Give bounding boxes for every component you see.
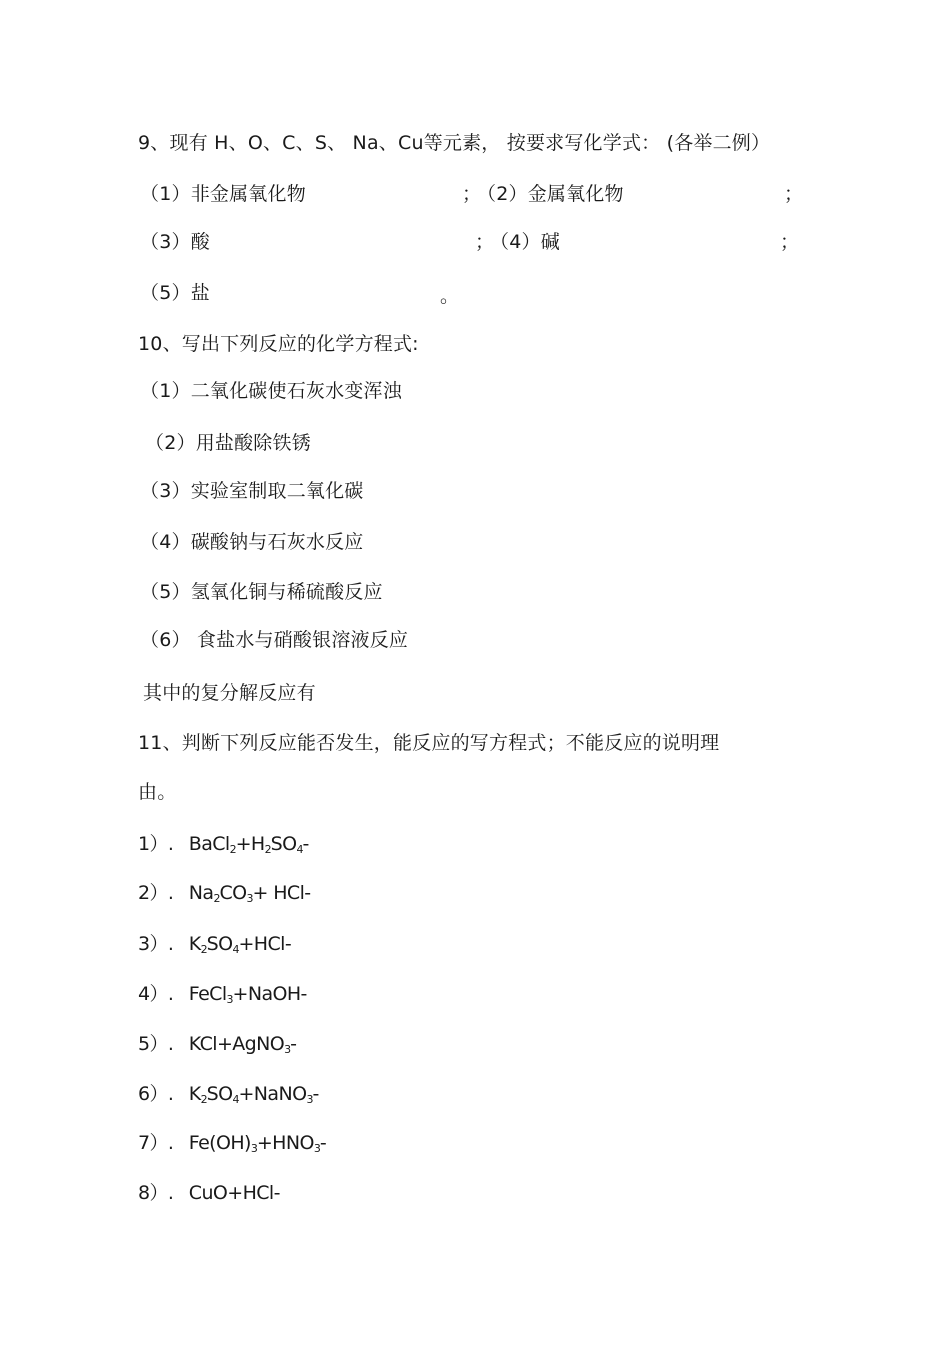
q9-item-4: （4）碱 — [490, 231, 560, 253]
formula-text: Na — [188, 882, 214, 904]
q9-end-5: 。 — [440, 285, 460, 307]
formula-subscript: 4 — [232, 943, 239, 956]
q10-item-5: （5）氢氧化铜与稀硫酸反应 — [140, 581, 383, 603]
formula-subscript: 3 — [306, 1093, 313, 1106]
formula-text: - — [290, 1033, 297, 1055]
formula-text: +HCl- — [238, 933, 292, 955]
q9-separator-1: ； — [462, 183, 482, 205]
q9-item-3: （3）酸 — [140, 231, 210, 253]
reaction-item — [138, 832, 309, 862]
q10-item-6: （6） 食盐水与硝酸银溶液反应 — [140, 629, 409, 651]
reaction-item — [138, 1032, 296, 1062]
formula-text: CO — [219, 882, 247, 904]
reaction-item — [138, 1131, 326, 1161]
reaction-item — [138, 932, 291, 962]
reaction-number: 3）. — [138, 933, 174, 955]
q11-title-line-1: 11、判断下列反应能否发生，能反应的写方程式；不能反应的说明理 — [138, 732, 720, 754]
formula-subscript: 2 — [200, 943, 207, 956]
formula-subscript: 2 — [264, 843, 271, 856]
reaction-number: 5）. — [138, 1033, 174, 1055]
formula-text: - — [302, 833, 309, 855]
formula-subscript: 2 — [200, 1093, 207, 1106]
formula-subscript: 3 — [226, 993, 233, 1006]
formula-text: CuO+HCl- — [188, 1182, 280, 1204]
formula-text: BaCl — [188, 833, 230, 855]
q10-footer: 其中的复分解反应有 — [143, 682, 316, 704]
formula-text: FeCl — [188, 983, 227, 1005]
reaction-item — [138, 1181, 280, 1205]
q11-title-line-2: 由。 — [138, 781, 177, 803]
formula-text: +HNO — [256, 1132, 314, 1154]
q10-item-1: （1）二氧化碳使石灰水变浑浊 — [140, 380, 402, 402]
reaction-number: 1）. — [138, 833, 174, 855]
formula-text: +NaNO — [238, 1083, 307, 1105]
q10-item-2: （2）用盐酸除铁锈 — [145, 432, 311, 454]
formula-text: K — [188, 1083, 201, 1105]
formula-subscript: 3 — [246, 892, 253, 905]
formula-text: - — [312, 1083, 319, 1105]
formula-subscript: 2 — [213, 892, 220, 905]
formula-text: Fe(OH) — [188, 1132, 251, 1154]
formula-text: SO — [206, 1083, 233, 1105]
formula-subscript: 3 — [250, 1142, 257, 1155]
formula-text: SO — [206, 933, 233, 955]
formula-subscript: 2 — [229, 843, 236, 856]
formula-text: +H — [235, 833, 265, 855]
reaction-item — [138, 982, 307, 1012]
q9-title: 9、现有 H、O、C、S、 Na、Cu等元素， 按要求写化学式： (各举二例） — [138, 132, 771, 154]
formula-subscript: 3 — [313, 1142, 320, 1155]
reaction-number: 8）. — [138, 1182, 174, 1204]
q9-end-2: ； — [784, 183, 804, 205]
reaction-number: 7）. — [138, 1132, 174, 1154]
q10-item-3: （3）实验室制取二氧化碳 — [140, 480, 364, 502]
q10-title: 10、写出下列反应的化学方程式: — [138, 333, 419, 355]
formula-subscript: 4 — [296, 843, 303, 856]
reaction-item — [138, 881, 311, 911]
formula-text: + HCl- — [252, 882, 311, 904]
formula-text: SO — [270, 833, 297, 855]
q9-item-1: （1）非金属氧化物 — [140, 183, 306, 205]
q9-separator-3: ； — [475, 231, 495, 253]
q9-end-4: ； — [780, 231, 800, 253]
q10-item-4: （4）碳酸钠与石灰水反应 — [140, 531, 364, 553]
q9-item-2: （2）金属氧化物 — [477, 183, 624, 205]
formula-text: KCl+AgNO — [188, 1033, 285, 1055]
formula-text: +NaOH- — [232, 983, 307, 1005]
reaction-item — [138, 1082, 319, 1112]
reaction-number: 2）. — [138, 882, 174, 904]
formula-subscript: 4 — [232, 1093, 239, 1106]
q9-item-5: （5）盐 — [140, 282, 210, 304]
reaction-number: 4）. — [138, 983, 174, 1005]
reaction-number: 6）. — [138, 1083, 174, 1105]
formula-text: K — [188, 933, 201, 955]
formula-text: - — [319, 1132, 327, 1154]
formula-subscript: 3 — [284, 1043, 291, 1056]
